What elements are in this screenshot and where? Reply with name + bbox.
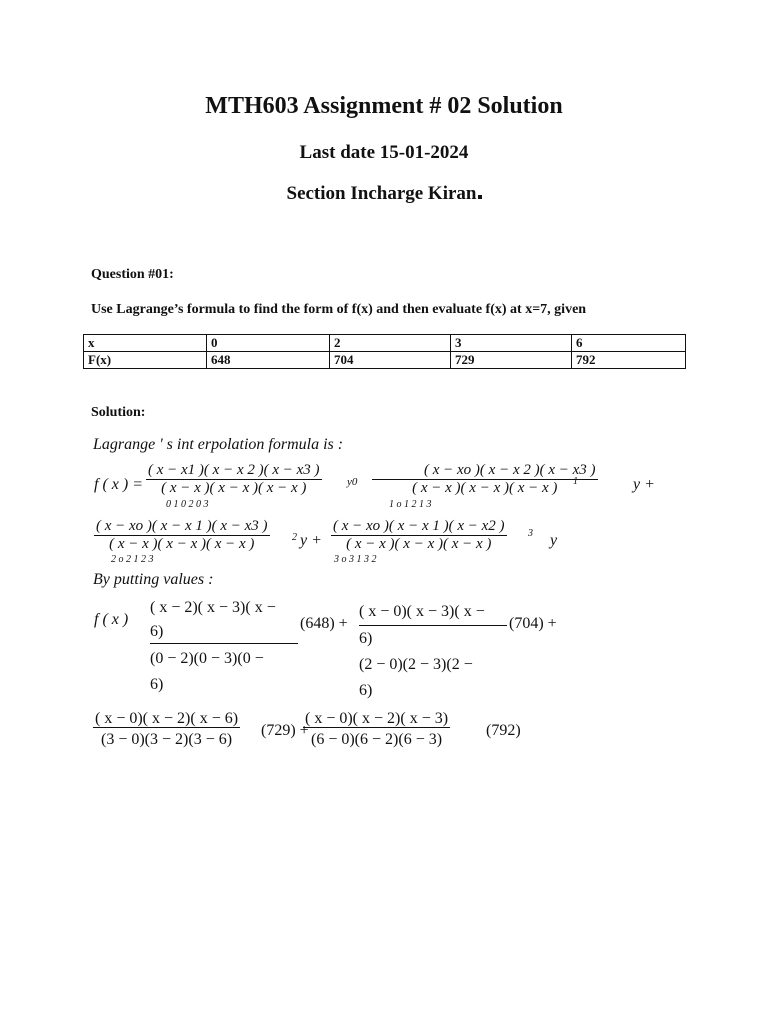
table-cell: 792 bbox=[572, 352, 686, 369]
lagrange-term-2 bbox=[372, 462, 598, 497]
putting-values-label: By putting values : bbox=[93, 571, 214, 588]
term-4-numerator: ( x − xo )( x − x 1 )( x − x2 ) bbox=[333, 518, 505, 534]
table-cell: 2 bbox=[330, 335, 451, 352]
term-4-subscripts: 3 o 3 1 3 2 bbox=[334, 554, 377, 565]
value-term-2-numerator-cont: 6) bbox=[359, 630, 373, 647]
term-1-y bbox=[347, 476, 357, 488]
value-704: (704) + bbox=[509, 615, 557, 632]
y-subscript: 0 bbox=[351, 476, 358, 488]
plus-sign: + bbox=[644, 476, 655, 493]
fx-label: f ( x ) = bbox=[94, 476, 143, 493]
page-title: MTH603 Assignment # 02 Solution bbox=[205, 93, 563, 119]
y-symbol: y bbox=[550, 532, 558, 549]
term-3-y bbox=[300, 532, 322, 550]
term-1-numerator: ( x − x1 )( x − x 2 )( x − x3 ) bbox=[148, 462, 320, 478]
term-2-y-subscript: 1 bbox=[573, 476, 578, 487]
lagrange-term-4 bbox=[331, 518, 507, 553]
term-4-y-subscript: 3 bbox=[528, 528, 533, 539]
value-729: (729) + bbox=[261, 722, 309, 739]
table-cell: x bbox=[84, 335, 207, 352]
value-term-1-numerator: ( x − 2)( x − 3)( x − bbox=[150, 599, 276, 616]
fx-label-2: f ( x ) bbox=[94, 611, 129, 628]
table-row bbox=[84, 352, 686, 369]
term-4-denominator: ( x − x )( x − x )( x − x ) bbox=[346, 536, 492, 552]
value-term-3-denominator: (3 − 0)(3 − 2)(3 − 6) bbox=[101, 731, 233, 748]
value-term-4-numerator: ( x − 0)( x − 2)( x − 3) bbox=[305, 710, 449, 727]
term-2-denominator: ( x − x )( x − x )( x − x ) bbox=[412, 480, 558, 496]
question-label: Question #01: bbox=[91, 267, 174, 282]
term-3-numerator: ( x − xo )( x − x 1 )( x − x3 ) bbox=[96, 518, 268, 534]
table-cell: 6 bbox=[572, 335, 686, 352]
lagrange-term-3 bbox=[94, 518, 270, 553]
term-2-numerator: ( x − xo )( x − x 2 )( x − x3 ) bbox=[372, 462, 598, 480]
value-792: (792) bbox=[486, 722, 521, 739]
section-incharge-text: Section Incharge Kiran bbox=[286, 183, 477, 204]
value-term-2-denominator: (2 − 0)(2 − 3)(2 − bbox=[359, 656, 473, 673]
term-3-denominator: ( x − x )( x − x )( x − x ) bbox=[109, 536, 255, 552]
formula-intro: Lagrange ' s int erpolation formula is : bbox=[93, 436, 344, 453]
value-term-1-numerator-cont: 6) bbox=[150, 621, 298, 644]
term-3-y-subscript: 2 bbox=[292, 532, 297, 543]
y-symbol: y bbox=[347, 476, 352, 488]
table-cell: 729 bbox=[451, 352, 572, 369]
value-648: (648) + bbox=[300, 615, 348, 632]
values-table bbox=[83, 334, 686, 369]
table-cell: 0 bbox=[207, 335, 330, 352]
solution-label: Solution: bbox=[91, 405, 146, 420]
section-incharge bbox=[0, 183, 768, 205]
term-2-subscripts: 1 o 1 2 1 3 bbox=[389, 499, 432, 510]
table-cell: 704 bbox=[330, 352, 451, 369]
value-term-1 bbox=[150, 595, 298, 698]
table-row bbox=[84, 335, 686, 352]
last-date: Last date 15-01-2024 bbox=[299, 142, 469, 163]
table-cell: 648 bbox=[207, 352, 330, 369]
value-term-3 bbox=[93, 710, 240, 748]
table-cell: 3 bbox=[451, 335, 572, 352]
term-1-denominator: ( x − x )( x − x )( x − x ) bbox=[161, 480, 307, 496]
value-term-3-numerator: ( x − 0)( x − 2)( x − 6) bbox=[95, 710, 239, 727]
value-term-2 bbox=[359, 599, 507, 704]
value-term-4-denominator: (6 − 0)(6 − 2)(6 − 3) bbox=[311, 731, 443, 748]
table-cell: F(x) bbox=[84, 352, 207, 369]
question-prompt: Use Lagrange’s formula to find the form of f(x) and then evaluate f(x) at x=7, given bbox=[91, 302, 587, 317]
term-4-y bbox=[550, 532, 557, 550]
value-term-2-numerator: ( x − 0)( x − 3)( x − bbox=[359, 599, 507, 626]
value-term-1-denominator: (0 − 2)(0 − 3)(0 − bbox=[150, 650, 264, 667]
term-1-subscripts: 0 1 0 2 0 3 bbox=[166, 499, 209, 510]
y-symbol: y bbox=[633, 476, 641, 493]
value-term-2-denominator-cont: 6) bbox=[359, 682, 373, 699]
lagrange-term-1 bbox=[146, 462, 322, 497]
value-term-1-denominator-cont: 6) bbox=[150, 676, 164, 693]
value-term-4 bbox=[303, 710, 450, 748]
plus-sign: + bbox=[311, 532, 322, 549]
y-symbol: y bbox=[300, 532, 308, 549]
term-3-subscripts: 2 o 2 1 2 3 bbox=[111, 554, 154, 565]
term-2-y bbox=[633, 476, 655, 494]
bullet-dot bbox=[478, 195, 482, 199]
